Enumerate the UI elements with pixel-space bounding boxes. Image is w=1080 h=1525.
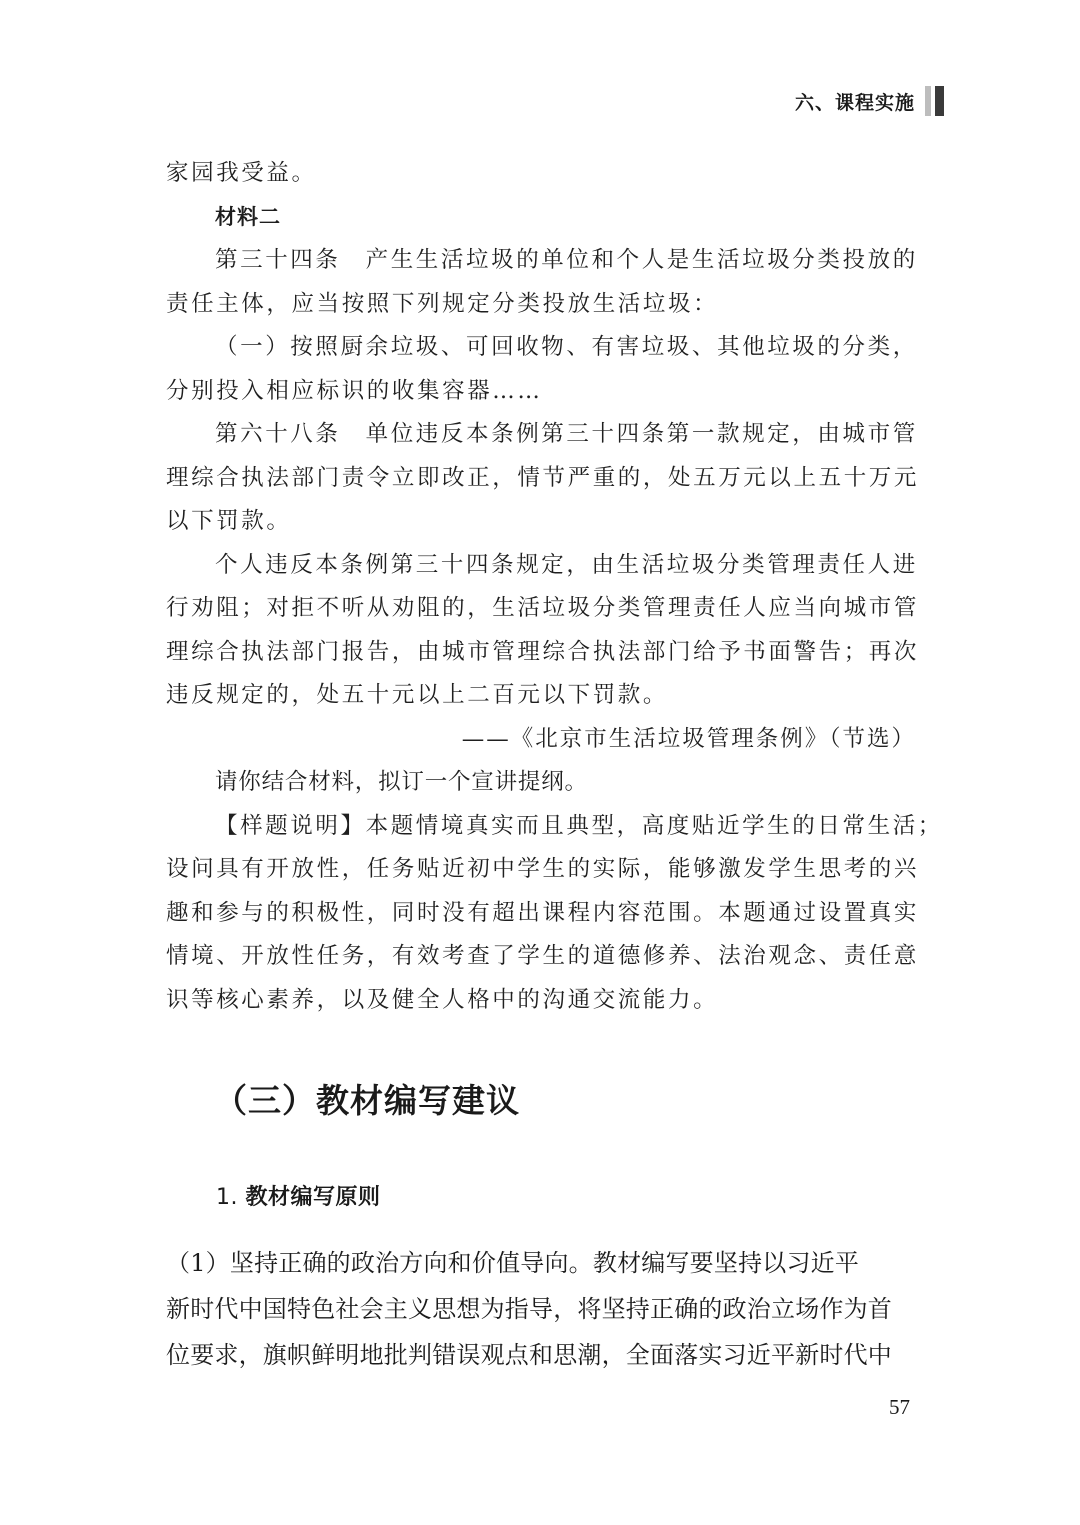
subsection-number: 1. [216,1185,238,1210]
paragraph-line: 第六十八条 单位违反本条例第三十四条第一款规定，由城市管 [215,421,918,447]
material-heading: 材料二 [215,204,281,229]
page-number: 57 [889,1395,910,1419]
paragraph-line: 个人违反本条例第三十四条规定，由生活垃圾分类管理责任人进 [215,551,918,578]
paragraph-line: 趣和参与的积极性，同时没有超出课程内容范围。本题通过设置真实 [166,899,920,926]
material-text-block [166,152,943,1022]
subsection-title [216,1180,381,1211]
paragraph-line: 分别投入相应标识的收集容器…… [166,377,543,404]
paragraph-line: 第三十四条 产生生活垃圾的单位和个人是生活垃圾分类投放的 [215,247,918,273]
paragraph-line: （一）按照厨余垃圾、可回收物、有害垃圾、其他垃圾的分类， [215,334,918,360]
paragraph-line: 识等核心素养，以及健全人格中的沟通交流能力。 [166,986,719,1013]
paragraph-line: 新时代中国特色社会主义思想为指导，将坚持正确的政治立场作为首 [166,1295,892,1323]
paragraph-line: 家园我受益。 [166,160,317,186]
paragraph-line: 【样题说明】本题情境真实而且典型，高度贴近学生的日常生活； [215,812,943,839]
paragraph-line: 情境、开放性任务，有效考查了学生的道德修养、法治观念、责任意 [166,943,920,969]
header-decoration-bars [925,86,944,116]
paragraph-line: 行劝阻；对拒不听从劝阻的，生活垃圾分类管理责任人应当向城市管 [166,595,920,621]
paragraph-line: （1）坚持正确的政治方向和价值导向。教材编写要坚持以习近平 [166,1249,860,1277]
header-bar-light [925,86,931,116]
paragraph-line: 理综合执法部门责令立即改正，情节严重的，处五万元以上五十万元 [166,464,920,491]
subsection-text: 教材编写原则 [245,1185,381,1210]
section-body [166,1240,926,1378]
running-header-title: 六、课程实施 [794,91,915,114]
paragraph-line: 设问具有开放性，任务贴近初中学生的实际，能够激发学生思考的兴 [166,856,920,882]
source-citation: ——《北京市生活垃圾管理条例》（节选） [461,725,916,752]
task-prompt: 请你结合材料，拟订一个宣讲提纲。 [215,769,588,795]
paragraph-line: 责任主体，应当按照下列规定分类投放生活垃圾： [166,290,719,317]
running-header [795,86,944,116]
section-title: （三）教材编写建议 [214,1081,520,1120]
paragraph-line: 位要求，旗帜鲜明地批判错误观点和思潮，全面落实习近平新时代中 [166,1341,892,1369]
paragraph-line: 理综合执法部门报告，由城市管理综合执法部门给予书面警告；再次 [166,638,920,665]
header-bar-dark [935,86,944,116]
paragraph-line: 违反规定的，处五十元以上二百元以下罚款。 [166,682,669,708]
paragraph-line: 以下罚款。 [166,508,292,534]
